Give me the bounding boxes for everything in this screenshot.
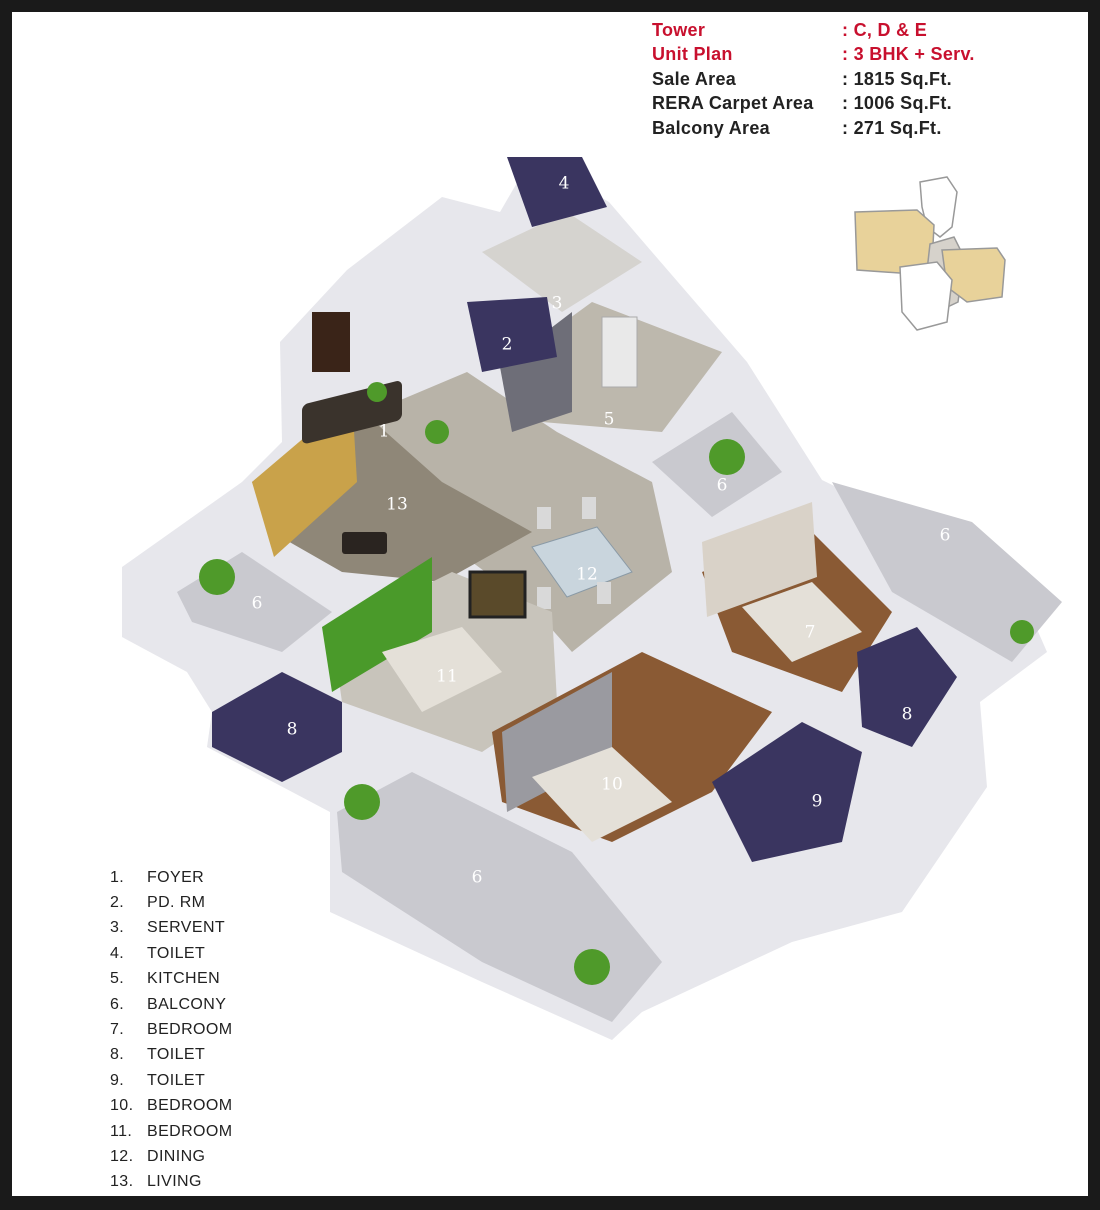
legend-name: BALCONY xyxy=(147,995,227,1013)
legend-number: 12. xyxy=(110,1147,134,1165)
legend-number: 9. xyxy=(110,1071,125,1089)
legend-name: BEDROOM xyxy=(147,1122,233,1140)
spec-tower xyxy=(652,18,975,43)
room-label-balcony-a: 6 xyxy=(716,475,728,496)
room-label-bedroom-7: 7 xyxy=(804,622,816,643)
legend-item xyxy=(110,967,232,992)
legend-item xyxy=(110,1043,232,1068)
legend-number: 2. xyxy=(110,894,125,912)
spec-value: : 3 BHK + Serv. xyxy=(842,44,975,65)
spec-label: Sale Area xyxy=(652,68,737,89)
legend-name: KITCHEN xyxy=(147,970,221,988)
legend-number: 11. xyxy=(110,1122,133,1140)
legend-name: DINING xyxy=(147,1147,206,1165)
spec-label: Unit Plan xyxy=(652,44,733,65)
room-label-dining: 12 xyxy=(576,564,598,585)
spec-label: RERA Carpet Area xyxy=(652,93,814,114)
room-label-balcony-d: 6 xyxy=(471,867,483,888)
legend-item xyxy=(110,1144,232,1169)
legend-item xyxy=(110,916,232,941)
legend-item xyxy=(110,1119,232,1144)
room-label-pd-rm: 2 xyxy=(501,334,513,355)
legend-item xyxy=(110,1170,232,1195)
spec-balcony-area xyxy=(652,116,975,141)
legend-item xyxy=(110,865,232,890)
legend-name: SERVENT xyxy=(147,919,226,937)
legend-name: TOILET xyxy=(147,1046,206,1064)
room-label-servent: 3 xyxy=(551,293,563,314)
legend-number: 8. xyxy=(110,1046,125,1064)
legend-item xyxy=(110,941,232,966)
legend-name: PD. RM xyxy=(147,894,206,912)
legend-item xyxy=(110,992,232,1017)
spec-rera-carpet-area xyxy=(652,92,975,117)
legend-number: 3. xyxy=(110,919,125,937)
spec-label: Tower xyxy=(652,19,706,40)
unit-specs xyxy=(652,18,975,141)
legend-item xyxy=(110,1094,232,1119)
room-label-bedroom-10: 10 xyxy=(601,774,623,795)
room-label-foyer: 1 xyxy=(378,421,390,442)
room-label-balcony-b: 6 xyxy=(939,525,951,546)
key-plan-icon xyxy=(855,177,1005,330)
legend-name: TOILET xyxy=(147,944,206,962)
legend-item xyxy=(110,890,232,915)
room-legend xyxy=(110,865,232,1195)
legend-name: TOILET xyxy=(147,1071,206,1089)
legend-name: BEDROOM xyxy=(147,1097,233,1115)
room-label-kitchen: 5 xyxy=(603,409,615,430)
spec-value: : 271 Sq.Ft. xyxy=(842,117,942,138)
legend-name: FOYER xyxy=(147,868,205,886)
legend-item xyxy=(110,1068,232,1093)
spec-label: Balcony Area xyxy=(652,117,770,138)
legend-number: 5. xyxy=(110,970,125,988)
legend-number: 6. xyxy=(110,995,125,1013)
legend-number: 7. xyxy=(110,1021,125,1039)
room-label-toilet-8b: 8 xyxy=(901,704,913,725)
legend-number: 10. xyxy=(110,1097,134,1115)
room-label-toilet-9: 9 xyxy=(811,791,823,812)
spec-value: : 1815 Sq.Ft. xyxy=(842,68,952,89)
room-label-toilet-8a: 8 xyxy=(286,719,298,740)
spec-value: : 1006 Sq.Ft. xyxy=(842,93,952,114)
legend-name: LIVING xyxy=(147,1173,202,1191)
wall-art-11 xyxy=(470,572,525,617)
brochure-page xyxy=(12,12,1088,1196)
legend-item xyxy=(110,1017,232,1042)
room-label-living: 13 xyxy=(386,494,408,515)
legend-number: 13. xyxy=(110,1173,134,1191)
spec-value: : C, D & E xyxy=(842,19,928,40)
legend-name: BEDROOM xyxy=(147,1021,233,1039)
coffee-table xyxy=(342,532,387,554)
room-label-balcony-c: 6 xyxy=(251,593,263,614)
legend-number: 4. xyxy=(110,944,125,962)
room-label-bedroom-11: 11 xyxy=(436,666,458,687)
refrigerator xyxy=(602,317,637,387)
spec-unit-plan xyxy=(652,43,975,68)
legend-number: 1. xyxy=(110,868,125,886)
spec-sale-area xyxy=(652,67,975,92)
room-label-toilet-4: 4 xyxy=(558,173,570,194)
entry-door xyxy=(312,312,350,372)
